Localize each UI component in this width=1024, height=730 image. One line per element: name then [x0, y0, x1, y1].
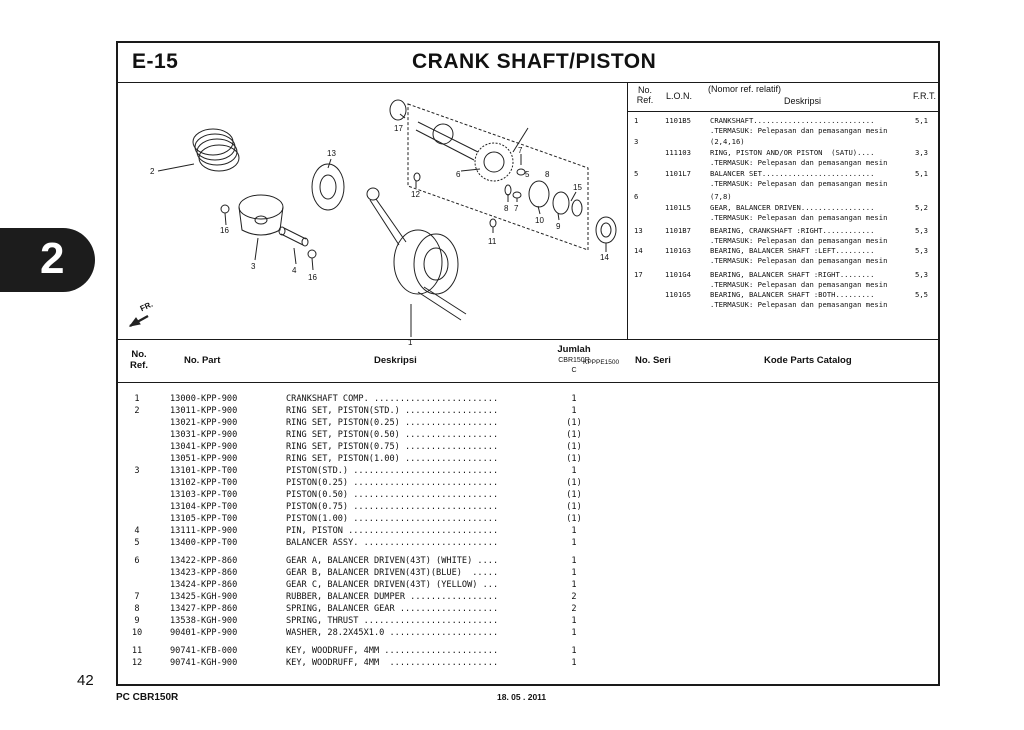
lon-code: 1101L5: [665, 203, 691, 212]
callout-17: 17: [394, 124, 403, 133]
row-ref-number: 8: [134, 604, 140, 614]
callout-11: 11: [488, 237, 497, 246]
callout-8b: 8: [504, 204, 509, 213]
ref-number: 17: [634, 270, 643, 279]
row-part-number: 13422-KPP-860: [170, 556, 238, 566]
diagram-code: KPPPE1500: [583, 359, 620, 366]
piston-top: [239, 195, 283, 219]
callout-7a: 7: [518, 146, 523, 155]
row-description: RING SET, PISTON(STD.) ..................: [286, 406, 499, 416]
col-part-number: No. Part: [184, 355, 221, 366]
col-desc-note: (Nomor ref. relatif): [708, 84, 782, 94]
col-serial: No. Seri: [635, 355, 671, 366]
piston-ring-1: [193, 129, 233, 155]
row-description: (7,8): [710, 192, 732, 201]
table-row: [118, 429, 938, 441]
row-part-number: 13105-KPP-T00: [170, 514, 238, 524]
crank-web-left: [394, 230, 442, 294]
row-ref-number: 5: [134, 538, 140, 548]
crankshaft-bearing: [312, 164, 344, 210]
table-row: [118, 453, 938, 465]
row-quantity: 1: [571, 406, 577, 416]
row-description: GEAR A, BALANCER DRIVEN(43T) (WHITE) ....: [286, 556, 499, 566]
row-quantity: 1: [571, 580, 577, 590]
row-description: .TERMASUK: Pelepasan dan pemasangan mesin: [710, 236, 888, 245]
callout-14: 14: [600, 253, 609, 262]
col-desc: Deskripsi: [784, 96, 822, 106]
row-part-number: 13021-KPP-900: [170, 418, 238, 428]
frt-value: 5,3: [915, 226, 928, 235]
row-description: BEARING, BALANCER SHAFT :RIGHT........: [710, 270, 875, 279]
ref-number: 3: [634, 137, 639, 146]
labor-table-header: [628, 82, 940, 112]
row-description: GEAR, BALANCER DRIVEN.................: [710, 203, 875, 212]
table-row: [118, 591, 938, 603]
callout-1: 1: [408, 338, 413, 347]
col-lon: L.O.N.: [666, 91, 693, 101]
row-quantity: 1: [571, 394, 577, 404]
callout-15: 15: [573, 183, 582, 192]
row-part-number: 13427-KPP-860: [170, 604, 238, 614]
callout-9: 9: [556, 222, 561, 231]
parts-table-header: [118, 339, 938, 383]
row-description: CRANKSHAFT COMP. ........................: [286, 394, 499, 404]
row-ref-number: 7: [134, 592, 140, 602]
frt-value: 5,5: [915, 290, 928, 299]
callout-13: 13: [327, 149, 336, 158]
callout-12: 12: [411, 190, 420, 199]
col-parts-no-ref: No. Ref.: [130, 349, 148, 371]
row-description: CRANKSHAFT............................: [710, 116, 875, 125]
table-row: [118, 627, 938, 639]
row-description: KEY, WOODRUFF, 4MM .....................: [286, 658, 499, 668]
chapter-tab: [0, 228, 95, 292]
frt-value: 5,1: [915, 116, 928, 125]
row-part-number: 13423-KPP-860: [170, 568, 238, 578]
table-row: [118, 555, 938, 567]
callout-2: 2: [150, 167, 155, 176]
title-row: [118, 43, 938, 83]
col-qty-model: CBR150R: [558, 357, 590, 364]
crankshaft-end: [418, 287, 466, 320]
row-description: GEAR B, BALANCER DRIVEN(43T)(BLUE) .....: [286, 568, 499, 578]
row-quantity: 1: [571, 658, 577, 668]
lon-code: 111103: [665, 148, 691, 157]
callout-16a: 16: [220, 226, 229, 235]
col-qty-col: C: [571, 367, 577, 374]
row-quantity: 1: [571, 556, 577, 566]
table-row: [118, 603, 938, 615]
crank-web-right: [414, 234, 458, 294]
chapter-number: 2: [40, 234, 65, 283]
col-no-ref: No. Ref.: [636, 85, 654, 105]
row-quantity: (1): [566, 502, 582, 512]
balancer-bearing-left: [596, 217, 616, 243]
ref-number: 14: [634, 246, 643, 255]
col-frt: F.R.T.: [913, 91, 937, 101]
row-ref-number: 2: [134, 406, 140, 416]
row-quantity: 1: [571, 568, 577, 578]
page-title: CRANK SHAFT/PISTON: [412, 50, 657, 73]
row-description: PISTON(0.50) ............................: [286, 490, 499, 500]
lon-code: 1101B7: [665, 226, 691, 235]
table-row: [118, 417, 938, 429]
balancer-shaft: [416, 122, 478, 160]
table-row: [118, 501, 938, 513]
row-description: RING, PISTON AND/OR PISTON (SATU)....: [710, 148, 875, 157]
row-quantity: (1): [566, 442, 582, 452]
row-quantity: (1): [566, 514, 582, 524]
ref-number: 1: [634, 116, 639, 125]
row-quantity: (1): [566, 478, 582, 488]
piston-body: [239, 207, 283, 235]
ref-number: 13: [634, 226, 643, 235]
row-description: KEY, WOODRUFF, 4MM ......................: [286, 646, 499, 656]
row-description: .TERMASUK: Pelepasan dan pemasangan mesin: [710, 179, 888, 188]
row-ref-number: 4: [134, 526, 140, 536]
callout-16b: 16: [308, 273, 317, 282]
labor-reference-table: [628, 82, 940, 339]
page-number: 42: [77, 672, 94, 689]
ref-number: 5: [634, 169, 639, 178]
row-quantity: 1: [571, 628, 577, 638]
row-part-number: 13538-KGH-900: [170, 616, 238, 626]
row-ref-number: 12: [131, 658, 143, 668]
washer: [529, 181, 549, 207]
row-description: .TERMASUK: Pelepasan dan pemasangan mesin: [710, 300, 888, 309]
row-part-number: 13104-KPP-T00: [170, 502, 238, 512]
row-description: BEARING, BALANCER SHAFT :BOTH.........: [710, 290, 875, 299]
row-ref-number: 9: [134, 616, 140, 626]
ref-number: 6: [634, 192, 639, 201]
connecting-rod: [370, 199, 406, 245]
frt-value: 3,3: [915, 148, 928, 157]
connecting-rod-small-end: [367, 188, 379, 200]
table-row: [118, 513, 938, 525]
row-description: PISTON(STD.) ............................: [286, 466, 499, 476]
row-description: BEARING, BALANCER SHAFT :LEFT.........: [710, 246, 875, 255]
row-description: .TERMASUK: Pelepasan dan pemasangan mesin: [710, 280, 888, 289]
row-description: SPRING, BALANCER GEAR ...................: [286, 604, 499, 614]
row-part-number: 13425-KGH-900: [170, 592, 238, 602]
table-row: [118, 441, 938, 453]
frt-value: 5,2: [915, 203, 928, 212]
row-part-number: 13000-KPP-900: [170, 394, 238, 404]
row-part-number: 13051-KPP-900: [170, 454, 238, 464]
row-ref-number: 3: [134, 466, 140, 476]
table-row: [118, 657, 938, 669]
row-description: .TERMASUK: Pelepasan dan pemasangan mesin: [710, 213, 888, 222]
lon-code: 1101B5: [665, 116, 691, 125]
row-quantity: 1: [571, 526, 577, 536]
row-description: BALANCER SET..........................: [710, 169, 875, 178]
callout-5: 5: [525, 170, 530, 179]
table-row: [118, 537, 938, 549]
footer-model: PC CBR150R: [116, 692, 179, 703]
row-quantity: 1: [571, 538, 577, 548]
frt-value: 5,3: [915, 246, 928, 255]
table-row: [118, 567, 938, 579]
row-description: RING SET, PISTON(0.25) ..................: [286, 418, 499, 428]
table-row: [118, 489, 938, 501]
row-description: RUBBER, BALANCER DUMPER .................: [286, 592, 499, 602]
callout-10: 10: [535, 216, 544, 225]
row-part-number: 13103-KPP-T00: [170, 490, 238, 500]
row-ref-number: 1: [134, 394, 140, 404]
row-description: GEAR C, BALANCER DRIVEN(43T) (YELLOW) ...: [286, 580, 499, 590]
row-description: SPRING, THRUST ..........................: [286, 616, 499, 626]
row-description: PISTON(0.25) ............................: [286, 478, 499, 488]
row-part-number: 90741-KFB-000: [170, 646, 238, 656]
lon-code: 1101G3: [665, 246, 691, 255]
piston-ring-3: [197, 139, 237, 165]
piston-clip-left: [221, 205, 229, 213]
row-quantity: (1): [566, 490, 582, 500]
callout-8a: 8: [545, 170, 550, 179]
row-quantity: 1: [571, 646, 577, 656]
table-row: [118, 525, 938, 537]
balancer-assembly-box: [408, 104, 588, 250]
callout-6: 6: [456, 170, 461, 179]
row-ref-number: 10: [131, 628, 143, 638]
footer-date: 18. 05 . 2011: [497, 692, 547, 702]
row-part-number: 13101-KPP-T00: [170, 466, 238, 476]
row-description: RING SET, PISTON(0.75) ..................: [286, 442, 499, 452]
row-ref-number: 6: [134, 556, 140, 566]
row-description: WASHER, 28.2X45X1.0 .....................: [286, 628, 499, 638]
table-row: [118, 465, 938, 477]
row-quantity: 1: [571, 616, 577, 626]
row-ref-number: 11: [131, 646, 143, 656]
row-part-number: 13111-KPP-900: [170, 526, 238, 536]
col-parts-desc: Deskripsi: [374, 355, 417, 366]
callout-3: 3: [251, 262, 256, 271]
row-description: PIN, PISTON .............................: [286, 526, 499, 536]
lon-code: 1101G5: [665, 290, 691, 299]
row-quantity: (1): [566, 430, 582, 440]
row-part-number: 13102-KPP-T00: [170, 478, 238, 488]
section-code: E-15: [132, 50, 179, 73]
col-catalog-code: Kode Parts Catalog: [764, 355, 852, 366]
callout-4: 4: [292, 266, 297, 275]
row-part-number: 90741-KGH-900: [170, 658, 238, 668]
row-description: PISTON(1.00) ............................: [286, 514, 499, 524]
thrust-spring: [553, 192, 569, 214]
catalog-page-frame: [116, 41, 940, 686]
row-part-number: 13031-KPP-900: [170, 430, 238, 440]
table-row: [118, 477, 938, 489]
row-quantity: 2: [571, 604, 577, 614]
row-quantity: (1): [566, 454, 582, 464]
row-part-number: 13400-KPP-T00: [170, 538, 238, 548]
row-part-number: 13041-KPP-900: [170, 442, 238, 452]
lon-code: 1101L7: [665, 169, 691, 178]
row-description: (2,4,16): [710, 137, 745, 146]
table-row: [118, 393, 938, 405]
row-quantity: 2: [571, 592, 577, 602]
lon-code: 1101G4: [665, 270, 691, 279]
row-description: .TERMASUK: Pelepasan dan pemasangan mesin: [710, 158, 888, 167]
table-row: [118, 405, 938, 417]
row-quantity: (1): [566, 418, 582, 428]
front-direction-label: FR.: [138, 299, 155, 314]
balancer-driven-gear: [475, 143, 513, 181]
row-description: .TERMASUK: Pelepasan dan pemasangan mesin: [710, 126, 888, 135]
row-part-number: 90401-KPP-900: [170, 628, 238, 638]
row-part-number: 13424-KPP-860: [170, 580, 238, 590]
row-description: .TERMASUK: Pelepasan dan pemasangan mesin: [710, 256, 888, 265]
table-row: [118, 615, 938, 627]
row-description: RING SET, PISTON(1.00) ..................: [286, 454, 499, 464]
table-row: [118, 645, 938, 657]
callout-7b: 7: [514, 204, 519, 213]
row-description: BEARING, CRANKSHAFT :RIGHT............: [710, 226, 875, 235]
row-description: PISTON(0.75) ............................: [286, 502, 499, 512]
row-description: RING SET, PISTON(0.50) ..................: [286, 430, 499, 440]
frt-value: 5,3: [915, 270, 928, 279]
row-part-number: 13011-KPP-900: [170, 406, 238, 416]
row-description: BALANCER ASSY. ..........................: [286, 538, 499, 548]
row-quantity: 1: [571, 466, 577, 476]
table-row: [118, 579, 938, 591]
frt-value: 5,1: [915, 169, 928, 178]
col-qty-title: Jumlah: [557, 344, 591, 355]
piston-clip-right: [308, 250, 316, 258]
crankshaft-piston-illustration: [118, 82, 627, 347]
